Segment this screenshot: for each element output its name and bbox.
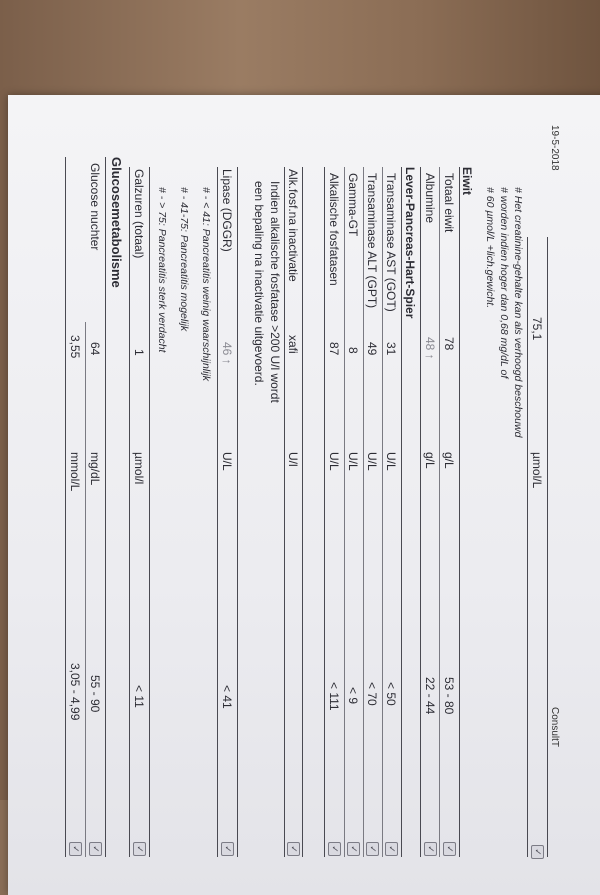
alk-note: een bepaling na inactivatie uitgevoerd. xyxy=(252,181,266,386)
test-value: 64 xyxy=(88,342,102,356)
test-ref: 22 - 44 xyxy=(423,677,437,715)
test-unit: g/L xyxy=(442,452,456,469)
test-name: Lipase (DGGR) xyxy=(220,169,234,252)
row-line xyxy=(105,157,106,857)
test-ref: < 41 xyxy=(220,685,234,709)
test-name: Alk.fosf.na inactivatie xyxy=(286,169,300,282)
test-unit: mg/dL xyxy=(88,452,102,486)
test-value: 49 xyxy=(365,342,379,356)
test-unit: U/L xyxy=(365,452,379,471)
row-line xyxy=(65,157,66,857)
creatinine-note: # worden indien hoger dan 0,68 mg/dL of xyxy=(498,187,510,379)
row-line xyxy=(401,167,402,857)
row-line xyxy=(324,167,325,857)
lipase-note: # - > 75: Pancreatitis sterk verdacht xyxy=(156,187,168,353)
test-ref: 3,05 - 4,99 xyxy=(68,663,82,721)
test-value: 46 ↑ xyxy=(220,342,234,365)
test-ref: < 50 xyxy=(384,682,398,706)
test-value: 87 xyxy=(327,342,341,356)
section-title-lever: Lever-Pancreas-Hart-Spier xyxy=(403,167,417,319)
test-value: 1 xyxy=(132,349,146,356)
test-unit: U/L xyxy=(327,452,341,471)
creatinine-unit: µmol/L xyxy=(530,452,544,489)
test-value: 78 xyxy=(442,337,456,351)
checkbox-icon[interactable]: ✓ xyxy=(287,842,300,856)
test-name: Transaminase ALT (GPT) xyxy=(365,173,379,309)
test-name: Totaal eiwit xyxy=(442,173,456,233)
checkbox-icon[interactable]: ✓ xyxy=(424,842,437,856)
row-line xyxy=(302,167,303,857)
test-ref: 53 - 80 xyxy=(442,677,456,715)
row-line xyxy=(527,237,528,857)
row-line xyxy=(237,167,238,857)
checkbox-icon[interactable]: ✓ xyxy=(328,842,341,856)
test-unit: U/L xyxy=(384,452,398,471)
row-line xyxy=(85,322,86,857)
test-ref: < 11 xyxy=(132,685,146,708)
row-line xyxy=(547,237,548,857)
lab-report-paper xyxy=(8,95,600,895)
row-line xyxy=(217,167,218,857)
row-line xyxy=(149,167,150,857)
test-name: Albumine xyxy=(423,173,437,224)
checkbox-icon[interactable]: ✓ xyxy=(366,842,379,856)
report-brand: ConsultT xyxy=(549,707,560,748)
test-value: 3,55 xyxy=(68,335,82,359)
row-line xyxy=(344,167,345,857)
report-date: 19-5-2018 xyxy=(549,125,560,171)
test-unit: U/l xyxy=(286,452,300,467)
test-unit: U/L xyxy=(220,452,234,471)
creatinine-value: 75,1 xyxy=(530,317,544,341)
creatinine-note: # Het creatinine-gehalte kan als verhoogd beschouwd xyxy=(512,187,524,438)
test-name: Transaminase AST (GOT) xyxy=(384,173,398,312)
row-line xyxy=(382,167,383,857)
test-unit: g/L xyxy=(423,452,437,469)
lipase-note: # - 41-75: Pancreatitis mogelijk xyxy=(178,187,190,332)
alk-note: Indien alkalische fosfatase >200 U/l wordt xyxy=(268,181,282,403)
test-value: 8 xyxy=(346,347,360,354)
checkbox-icon[interactable]: ✓ xyxy=(89,842,102,856)
test-value: xafi xyxy=(286,335,300,354)
row-line xyxy=(439,167,440,857)
row-line xyxy=(420,167,421,857)
creatinine-note: # 60 µmol/L +lich.gewicht. xyxy=(484,187,496,309)
test-ref: 55 - 90 xyxy=(88,675,102,713)
section-title-eiwit: Eiwit xyxy=(460,167,474,196)
test-unit: µmol/l xyxy=(132,452,146,485)
checkbox-icon[interactable]: ✓ xyxy=(443,842,456,856)
checkbox-icon[interactable]: ✓ xyxy=(347,842,360,856)
test-name: Glucose nuchter xyxy=(88,163,102,251)
section-title-gluco: Glucosemetabolisme xyxy=(109,157,124,288)
row-line xyxy=(284,167,285,857)
checkbox-icon[interactable]: ✓ xyxy=(221,842,234,856)
test-name: Gamma-GT xyxy=(346,173,360,237)
test-ref: < 70 xyxy=(365,682,379,706)
test-unit: mmol/L xyxy=(68,452,82,492)
test-ref: < 111 xyxy=(327,682,341,711)
test-value: 31 xyxy=(384,342,398,356)
checkbox-icon[interactable]: ✓ xyxy=(531,845,544,859)
lab-report-content xyxy=(8,107,568,887)
lipase-note: # - < 41: Pancreatitis weinig waarschijnlijk xyxy=(200,187,212,382)
row-line xyxy=(363,167,364,857)
checkbox-icon[interactable]: ✓ xyxy=(69,842,82,856)
checkbox-icon[interactable]: ✓ xyxy=(133,842,146,856)
checkbox-icon[interactable]: ✓ xyxy=(385,842,398,856)
test-name: Alkalische fosfatasen xyxy=(327,173,341,286)
test-value: 48 ↑ xyxy=(423,337,437,360)
test-ref: < 9 xyxy=(346,687,360,705)
test-name: Galzuren (totaal) xyxy=(132,169,146,259)
row-line xyxy=(129,167,130,857)
row-line xyxy=(459,167,460,857)
test-unit: U/L xyxy=(346,452,360,471)
